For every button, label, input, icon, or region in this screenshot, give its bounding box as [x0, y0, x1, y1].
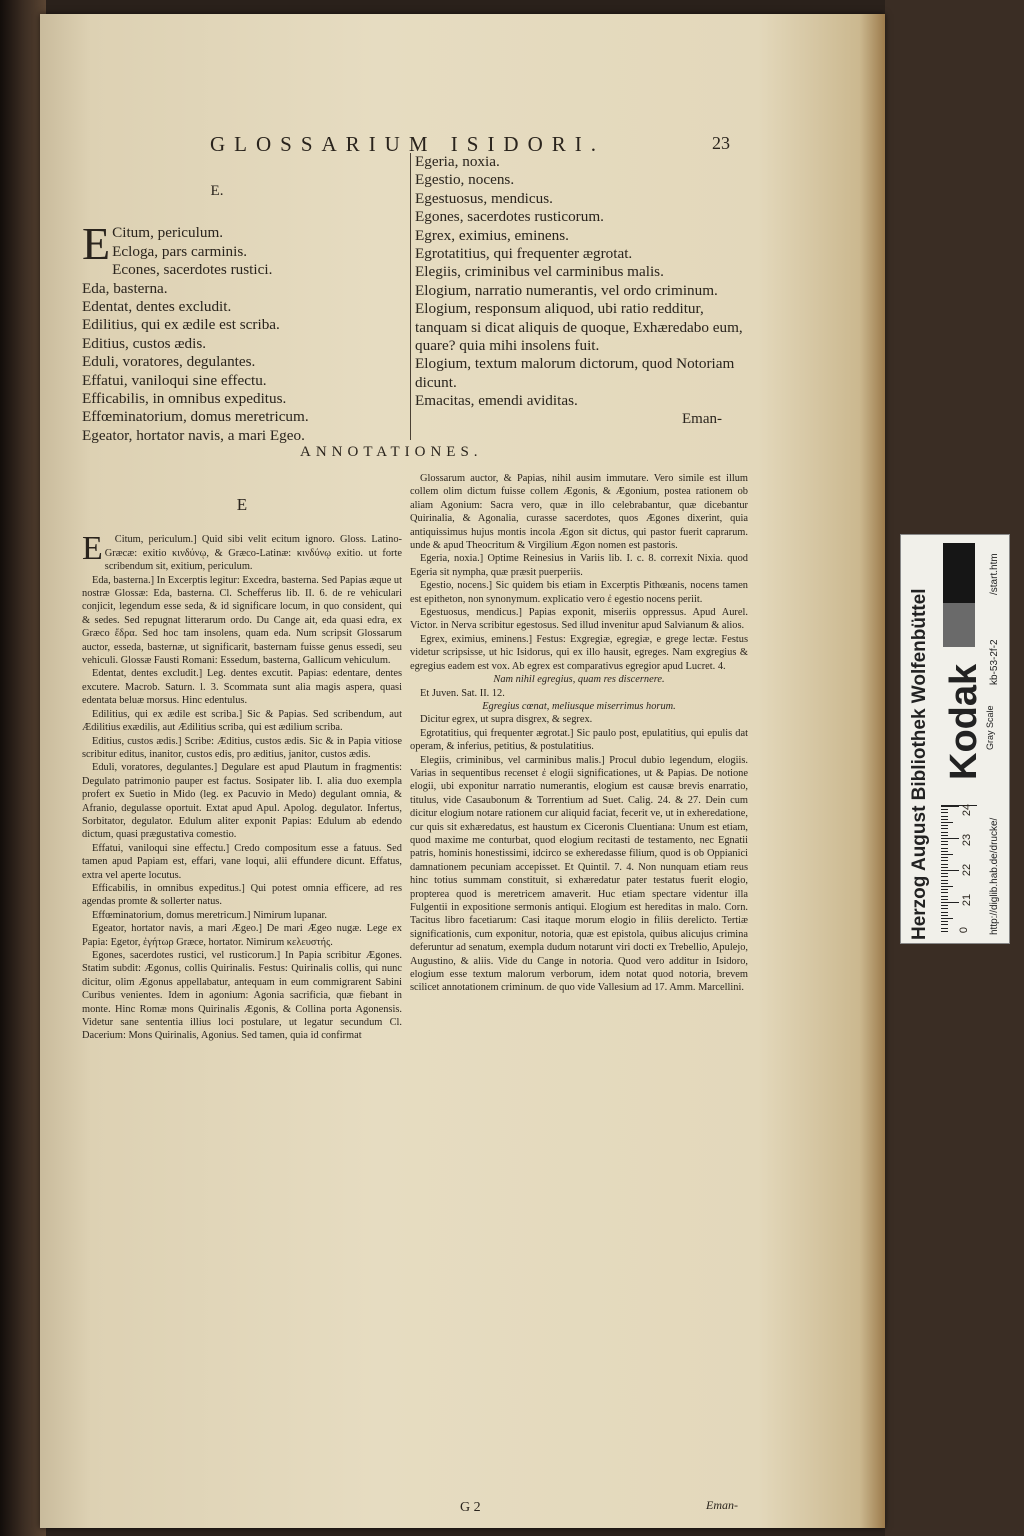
ruler-tick [941, 908, 948, 909]
glossary-entry: Editius, custos ædis. [82, 334, 207, 352]
glossary-entry: Elegiis, criminibus vel carminibus malis. [415, 263, 664, 281]
annotation-paragraph: Effœminatorium, domus meretricum.] Nimirum lupanar. [92, 909, 327, 921]
ruler-tick [941, 832, 948, 833]
gray-swatch-black [943, 543, 975, 603]
annotation-paragraph: Dicitur egrex, ut supra disgrex, & segrex. [420, 714, 593, 726]
annotation-paragraph: Citum, periculum.] Quid sibi velit ecitum ignoro. Gloss. Latino-Græcæ: exitio κινδύνῳ, & Græco-Latinæ: κινδύνῳ exitio. ut forte scribendum sit, exitium, periculum. [104, 534, 402, 573]
glossary-entry: Elogium, narratio numerantis, vel ordo criminum. [415, 281, 718, 299]
annotation-paragraph: Eda, basterna.] In Excerptis legitur: Excedra, basterna. Sed Papias æque ut nostræ Glossæ: Eda, basterna. Cl. Schefferus lib. II. 6. de re vehiculari conjicit, legendum esse seda, & id significare locum, in quo consident, qui & sedes. Sed repugnat litterarum ordo. Du Cange ait, eda quasi edra, ex Græco ἕδρα. Sed hoc tam insolens, quam eda. Num scripsit Glossarum auctor, esseda, basternæ, ut significarit, basternam fuisse genus essedi, seu vehiculi. Glossæ Fausti Romani: Essedum, basterna, Gallicum vehiculum. [82, 574, 402, 667]
source-url: http://diglib.hab.de/drucke/ [989, 817, 1000, 935]
section-letter: E. [210, 183, 224, 199]
annotation-paragraph: Egestuosus, mendicus.] Papias exponit, miseriis oppressus. Apud Aurel. Victor. in Nerva scribitur egestosus. Sed illud invenitur apud Salvianum & alios. [410, 607, 748, 632]
ruler-number: 24 [961, 803, 974, 817]
glossary-entry: Ecloga, pars carminis. [112, 242, 248, 260]
annotation-paragraph: Efficabilis, in omnibus expeditus.] Qui potest omnia efficere, ad res agendas promte & sollerter natus. [82, 882, 402, 908]
annotation-paragraph: Egeator, hortator navis, a mari Ægeo.] De mari Ægeo nugæ. Lege ex Papia: Egetor, ἐγήτωρ Græce, hortator. Nimirum κελευστής. [82, 923, 402, 948]
annotation-paragraph: Et Juven. Sat. II. 12. [420, 687, 505, 699]
annotations-left-column [82, 494, 402, 1043]
drop-cap: E [82, 530, 103, 568]
ruler-tick [941, 819, 948, 820]
ruler-tick [941, 841, 948, 842]
ruler-tick [941, 854, 953, 855]
ruler-tick [941, 844, 948, 845]
glossary-entry: Elogium, responsum aliquod, ubi ratio redditur, tanquam si dicat aliquis de quoque, Exhæredabo eum, quare? quia mihi insolens fuit. [415, 300, 743, 355]
ruler-tick [941, 816, 948, 817]
glossary-entry: Egrex, eximius, eminens. [415, 226, 569, 244]
annotation-paragraph: Glossarum auctor, & Papias, nihil ausim immutare. Vero simile est illum collem olim dictum fuisse collem Ægonis, & Ægonium, postea rationem ob aliam Agonium: Sacra vero, quæ in illo celebrabantur, quæ dicebantur Quirinalia, & Agonalia, curasse sacerdotes, quos Ægones dixerint, quia antiquissimus hujus montis incola Ægon sit dictus, qui pastor fuerit caprarum. unde & apud Theocritum & Virgilium Ægon nomen est pastoris. [410, 473, 748, 552]
ruler-tick [941, 886, 953, 887]
annotations-heading: ANNOTATIONES. [300, 444, 483, 460]
glossary-entry: Effatui, vaniloqui sine effectu. [82, 371, 267, 389]
catchword: Eman- [682, 411, 722, 427]
ruler-tick [941, 921, 948, 922]
ruler-tick [941, 902, 959, 903]
annotation-paragraph: Effatui, vaniloqui sine effectu.] Credo compositum esse a fatuus. Sed tamen apud Papiam est, effari, vane loqui, alii effundere dicunt. Effatus, extra vel aperte locutus. [82, 842, 402, 881]
ruler-tick [941, 918, 953, 919]
annotation-paragraph: Egestio, nocens.] Sic quidem bis etiam in Excerptis Pithœanis, nocens tamen est epitheton, non synonymum. explicatio vero ἐ egestio nocens periit. [410, 580, 748, 605]
glossary-entry: Emacitas, emendi aviditas. [415, 392, 578, 410]
glossary-entry: Egeria, noxia. [415, 153, 500, 170]
ruler-tick [941, 883, 948, 884]
ruler-tick [941, 848, 948, 849]
gray-swatch-mid [943, 603, 975, 647]
section-letter: E [236, 495, 248, 514]
glossary-entry: Egestuosus, mendicus. [415, 189, 553, 207]
running-header: GLOSSARIUM ISIDORI. [210, 132, 606, 156]
glossary-entry: Elogium, textum malorum dictorum, quod Notoriam dicunt. [415, 355, 735, 391]
glossary-entry: Eda, basterna. [82, 279, 168, 297]
ruler-tick [941, 835, 948, 836]
ruler-tick [941, 905, 948, 906]
annotation-paragraph: Egregius cœnat, meliusque miserrimus horum. [482, 700, 676, 712]
ruler-tick [941, 806, 959, 807]
glossary-entry: Citum, periculum. [112, 224, 224, 242]
annotation-paragraph: Edentat, dentes excludit.] Leg. dentes excutit. Papias: edentare, dentes excutere. Macrob. Saturn. l. 3. Scommata sunt alia magis aspera, quasi edentata beluæ morsus. Hinc edentulus. [82, 668, 402, 707]
ruler-tick [941, 912, 948, 913]
ruler-tick [941, 876, 948, 877]
glossary-entry: Efficabilis, in omnibus expeditus. [82, 390, 287, 408]
ruler-number: 0 [958, 926, 971, 934]
ruler-tick [941, 825, 948, 826]
glossary-entry: Egestio, nocens. [415, 171, 515, 189]
annotation-paragraphs [82, 530, 402, 1042]
glossary-entries [82, 218, 352, 445]
catchword: Eman- [706, 1498, 738, 1512]
glossary-entry: Edentat, dentes excludit. [82, 298, 232, 316]
ruler-tick [941, 924, 948, 925]
ruler-tick [941, 880, 948, 881]
ruler-tick [941, 928, 948, 929]
ruler-tick [941, 931, 948, 932]
glossary-entry: Egeator, hortator navis, a mari Egeo. [82, 426, 305, 444]
ruler-tick [941, 860, 948, 861]
ruler-tick [941, 870, 959, 871]
annotation-paragraph: Edilitius, qui ex ædile est scriba.] Sic & Papias. Sed scribendum, aut Ædilitius exædilis, aut Ædilitius scriba, qui est ædilium scriba. [82, 708, 402, 734]
ruler-number: 23 [961, 833, 974, 847]
ruler-tick [941, 896, 948, 897]
ruler-tick [941, 873, 948, 874]
glossary-entry: Egrotatitius, qui frequenter ægrotat. [415, 245, 633, 263]
ruler-tick [941, 809, 948, 810]
ruler-tick [941, 889, 948, 890]
scale-strip [900, 534, 1010, 944]
ruler [941, 805, 977, 934]
glossary-entry: Edilitius, qui ex ædile est scriba. [82, 316, 280, 334]
ruler-tick [941, 812, 948, 813]
ruler-number: 21 [961, 893, 974, 907]
glossary-left-column [82, 168, 352, 445]
kodak-logo: Kodak [943, 663, 985, 780]
ruler-tick [941, 899, 948, 900]
ruler-tick [941, 915, 948, 916]
annotation-paragraphs [410, 472, 748, 995]
annotation-paragraph: Eduli, voratores, degulantes.] Degulare est apud Plautum in fragmentis: Degulato patrimonio pauper est factus. Sosipater lib. I. alia duo exempla profert ex Suetio in Mido (leg. ex Pacuvio in Medo) degulant omnia, & Afranio, degulasse oportuit. Extat apud Apul. Apolog. degulator. Infertus, Sorbitator, degulator. Edulum aliter exponit Papias: Edulum ab edendo dictum, quasi prægustativa comestio. [82, 762, 402, 841]
gray-scale-label: Gray Scale [985, 705, 995, 750]
glossary-entry: Econes, sacerdotes rustici. [112, 261, 273, 279]
annotation-paragraph: Egrex, eximius, eminens.] Festus: Exgregiæ, egregiæ, e grege lectæ. Festus videtur scripsisse, ut hic Isidorus, qui ex illo hausit, egreges. Nam exgregius & egregius eadem est vox. Ab egrex est comparativus egregior apud Lucret. 4. [410, 633, 748, 672]
annotation-paragraph: Egones, sacerdotes rustici, vel rusticorum.] In Papia scribitur Ægones. Statim subdit: Ægonus, collis Quirinalis. Festus: Quirinalis collis, qui nunc dicitur, olim Ægonus appellabatur, antequam in eum commigrarent Sabini Curibus venientes. Idem in agonium: Agonia sacrificia, quæ fiebant in monte. Hinc Romæ mons Quirinalis Ægonis, & Collina porta Agonensis. Videtur sane sententia illius loci postulare, ut legatur secundum Cl. Dacerium: Mons Quirinalis, Agonius. Sed tamen, quia id confirmat [82, 950, 402, 1042]
ruler-tick [941, 864, 948, 865]
ruler-number: 22 [961, 863, 974, 877]
glossary-entry: Egones, sacerdotes rusticorum. [415, 208, 604, 226]
annotation-paragraph: Nam nihil egregius, quam res discernere. [493, 674, 665, 686]
glossary-entry: Effœminatorium, domus meretricum. [82, 408, 309, 426]
signature-mark: G 2 [460, 1500, 481, 1515]
glossary-entries [415, 153, 753, 411]
shelfmark: kb-53-2f-2 [989, 639, 1000, 685]
ruler-tick [941, 851, 948, 852]
annotation-paragraph: Egeria, noxia.] Optime Reinesius in Variis lib. I. c. 8. correxit Nixia. quod Egeria sit nympha, quæ præsit puerperiis. [410, 553, 748, 578]
page-number: 23 [712, 133, 730, 153]
annotation-paragraph: Elegiis, criminibus, vel carminibus malis.] Procul dubio legendum, elogiis. Varias in sequentibus recenset ἐ elogii significationes, ut & Papias. De notione elogii, ubi exponitur narratio numerantis, elogium est causæ brevis enarratio, titulus, vide Casaubonum & Torrentium ad Suet. Calig. 24. & 27. Dein cum dicitur elogium notare rationem cur aliquid faciat, fecerit ve, ut in exheredatione, cur quis sit exhæredatus, est haustum ex Ciceronis Cluentiana: Unum est etiam, quod maxime me conturbat, quod elogium recitasti de testamento, nec Egnatii patris, hominis honestissimi, idcirco se exheredasse filium, quod is ob Oppianici damnationem pecuniam accepisset. Et Quintil. 7. 4. Non nunquam etiam reus hinc totius summam constituit, si exhæredatur pater testatus fuerit elogio, propterea quod is meretricem amaverit. Huc etiam spectare videntur illa Fulgentii in expositione sermonis antiqui. Elogium est hereditas in malo. Corn. Tacitus libro facetiarum: Casi itaque morum elogio in filiis derelicto. Tertiæ significationis, cum exponitur, notoria, quæ est epistola, quibus alicujus crimina deferuntur ad senatum, exempla dudum notarunt viri docti ex Trebellio, Apulejo, Augustino, & aliis. Vide du Cange in notoria. Quod vero additur in Isidoro, elogium esse textum malorum verborum, idem notat quod notoria, brevem scilicet annotationem criminum. de quo vide Vallesium ad 17. Amm. Marcellini. [410, 754, 748, 994]
annotation-paragraph: Editius, custos ædis.] Scribe: Æditius, custos ædis. Sic & in Papia vitiose scribitur editus, inanitor, custos edis, pro æditius, janitor, custos ædis. [82, 735, 402, 760]
ruler-tick [941, 822, 953, 823]
glossary-right-column [410, 153, 753, 440]
start-page: /start.htm [989, 553, 1000, 595]
ruler-tick [941, 867, 948, 868]
annotations-right-column [410, 472, 748, 995]
annotation-paragraph: Egrotatitius, qui frequenter ægrotat.] Sic paulo post, epulatitius, qui epulis dat operam, & inferius, petitius, & postulatitius. [410, 727, 748, 753]
ruler-tick [941, 857, 948, 858]
library-name: Herzog August Bibliothek Wolfenbüttel [909, 588, 930, 940]
ruler-tick [941, 838, 959, 839]
glossary-entry: Eduli, voratores, degulantes. [82, 353, 256, 371]
drop-cap: E [82, 218, 111, 270]
ruler-tick [941, 828, 948, 829]
ruler-tick [941, 892, 948, 893]
